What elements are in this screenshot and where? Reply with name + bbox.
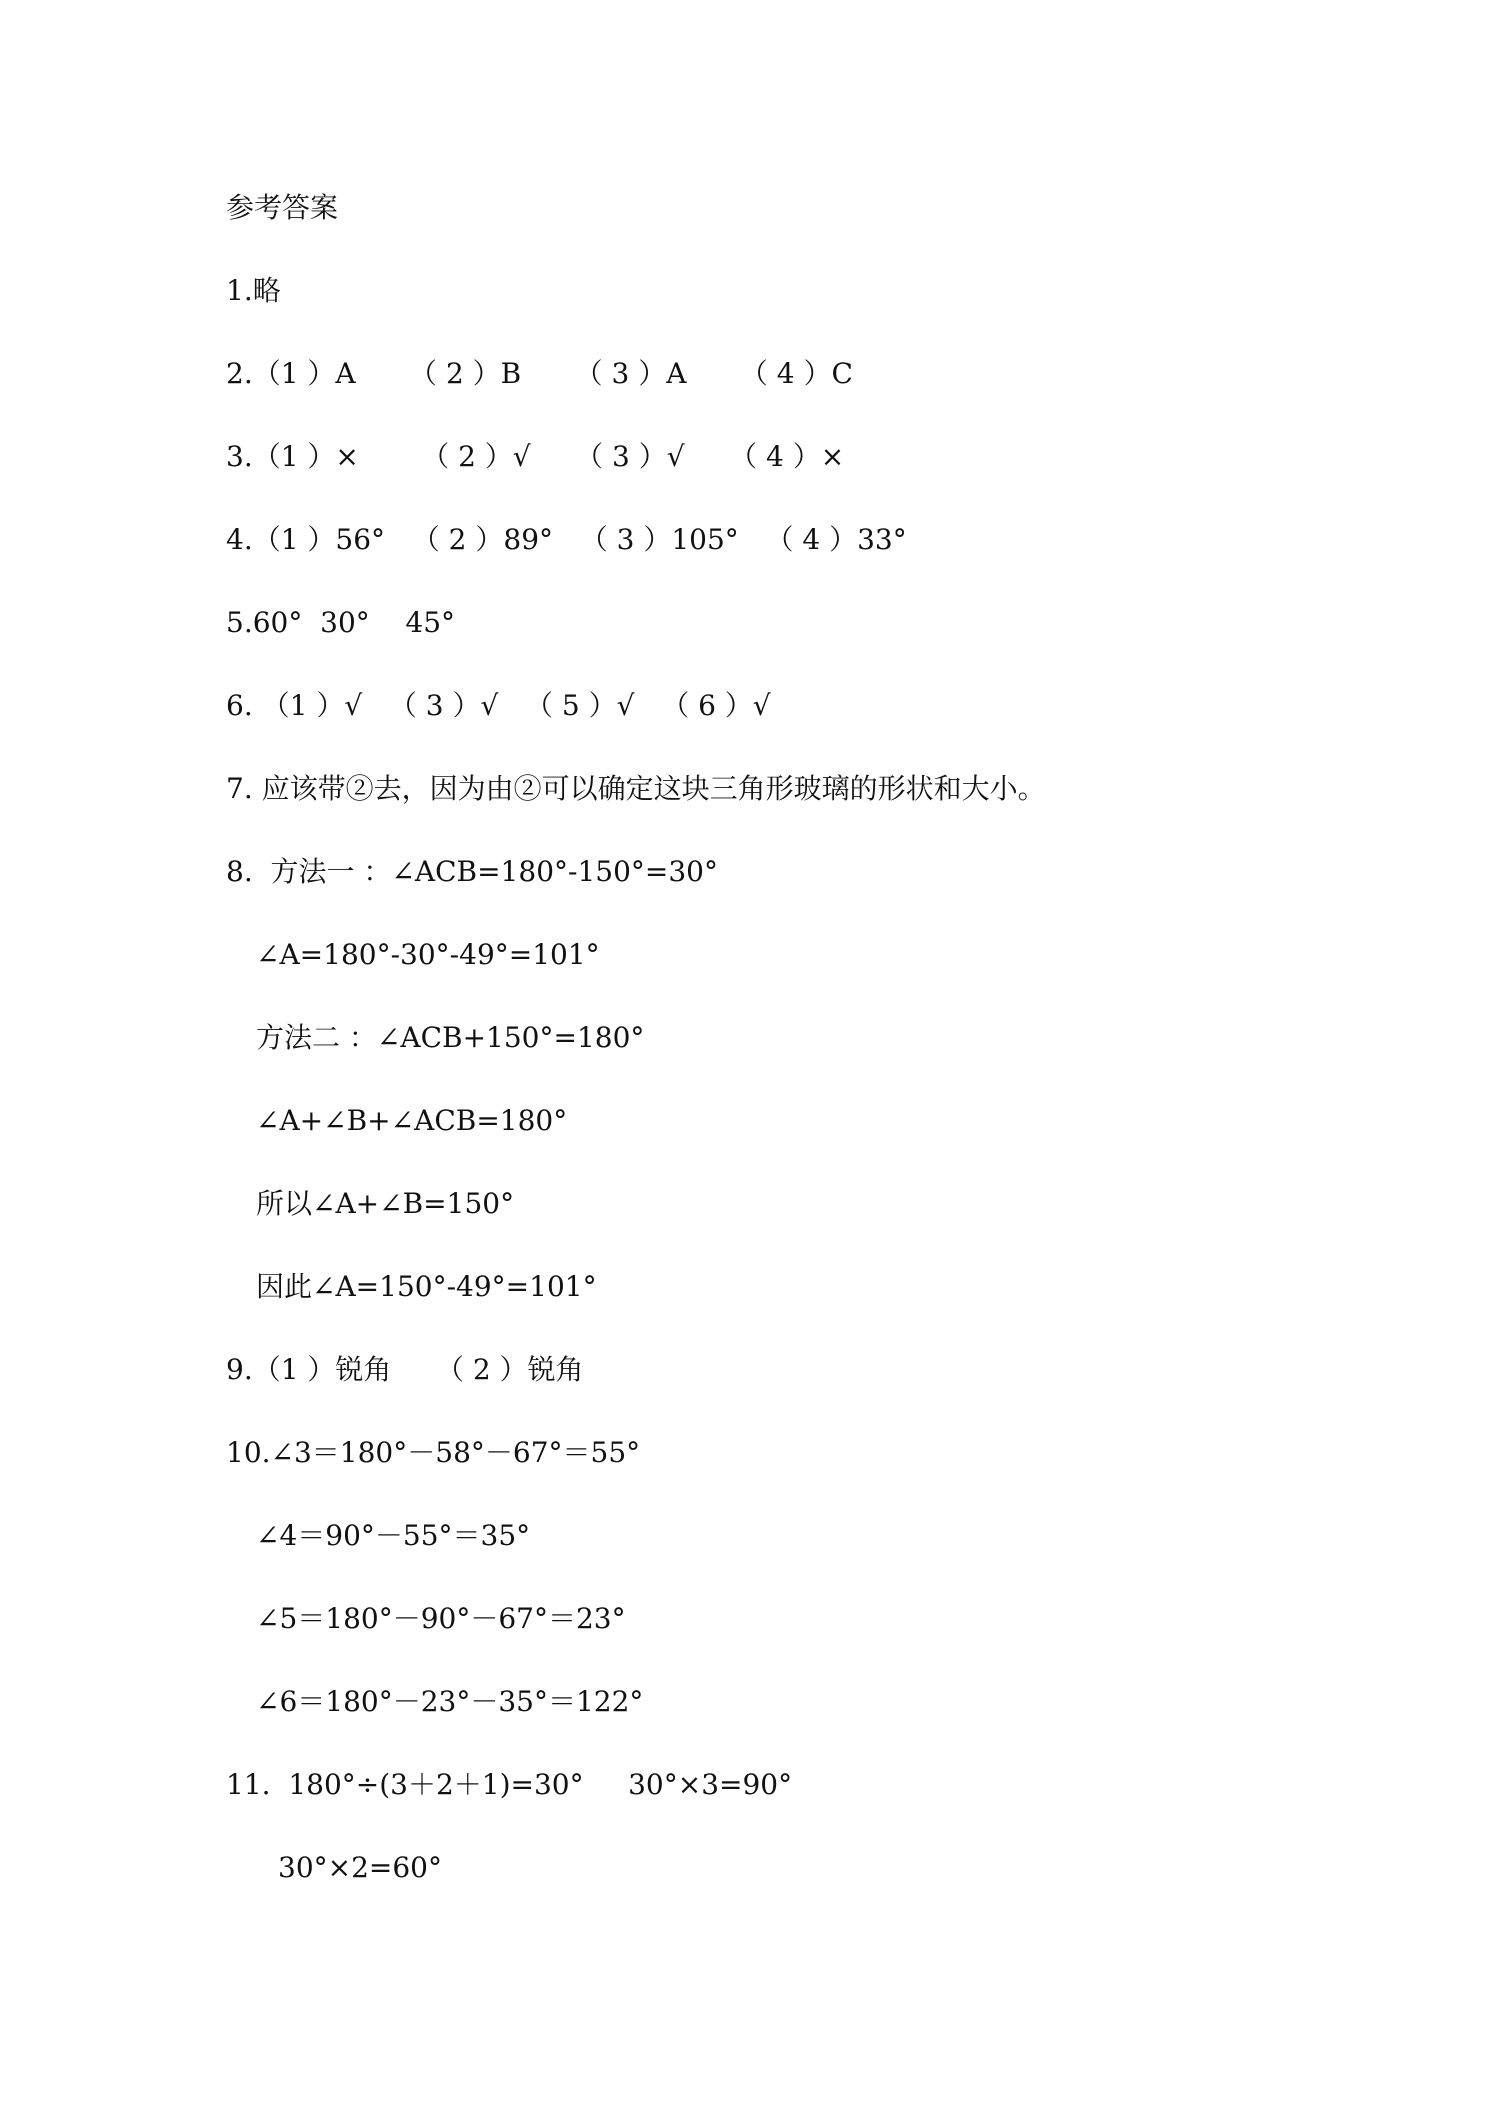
- answer-5: 5.60° 30° 45°: [226, 606, 456, 639]
- answer-11-line-1: 11. 180°÷(3＋2＋1)=30° 30°×3=90°: [226, 1768, 793, 1801]
- answer-8-method-1: 8. 方法一 ：∠ACB=180°-150°=30°: [226, 855, 718, 888]
- answer-10-line-2: ∠4＝90°－55°＝35°: [256, 1519, 531, 1552]
- answer-4: 4.（1 ）56° （ 2 ）89° （ 3 ）105° （ 4 ）33°: [226, 523, 907, 556]
- answer-11-line-2: 30°×2=60°: [278, 1851, 442, 1884]
- answer-1: 1.略: [226, 274, 281, 307]
- answer-8-line-2: ∠A=180°-30°-49°=101°: [256, 938, 600, 971]
- answer-10-line-1: 10.∠3＝180°－58°－67°＝55°: [226, 1436, 641, 1469]
- answer-8-line-5: 所以∠A+∠B=150°: [256, 1187, 515, 1220]
- answer-8-line-6: 因此∠A=150°-49°=101°: [256, 1270, 597, 1303]
- answer-10-line-4: ∠6＝180°－23°－35°＝122°: [256, 1685, 644, 1718]
- answer-8-line-4: ∠A+∠B+∠ACB=180°: [256, 1104, 568, 1137]
- answer-7: 7. 应该带②去，因为由②可以确定这块三角形玻璃的形状和大小。: [226, 772, 1046, 805]
- answer-6: 6. （1 ）√ （ 3 ）√ （ 5 ）√ （ 6 ）√: [226, 689, 771, 722]
- answer-3: 3.（1 ）× （ 2 ）√ （ 3 ）√ （ 4 ）×: [226, 440, 845, 473]
- answer-10-line-3: ∠5＝180°－90°－67°＝23°: [256, 1602, 626, 1635]
- answer-2: 2.（1 ）A （ 2 ）B （ 3 ）A （ 4 ）C: [226, 357, 853, 390]
- answer-9: 9.（1 ）锐角 （ 2 ）锐角: [226, 1353, 584, 1386]
- answer-8-method-2: 方法二 ：∠ACB+150°=180°: [256, 1021, 645, 1054]
- page-title: 参考答案: [226, 191, 339, 224]
